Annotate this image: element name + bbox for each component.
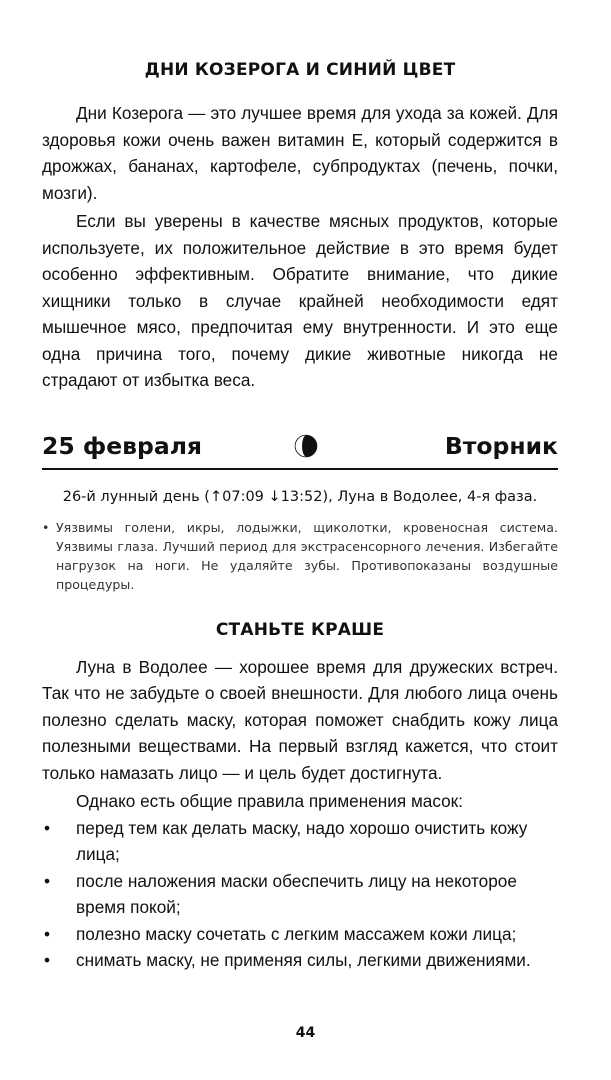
list-item <box>42 921 558 948</box>
list-item <box>42 947 558 974</box>
section-beauty-text <box>42 654 558 974</box>
list-bullet: • <box>44 923 51 944</box>
lunar-day-info: 26-й лунный день (↑07:09 ↓13:52), Луна в Водолее, 4-я фаза. <box>62 488 538 505</box>
book-page <box>42 60 558 974</box>
list-bullet: • <box>44 950 51 970</box>
rules-lead: Однако есть общие правила применения масок: <box>76 791 463 811</box>
list-item <box>42 868 558 921</box>
page-number: 44 <box>295 1025 316 1041</box>
mask-rules-list <box>42 815 558 974</box>
list-item-text: перед тем как делать маску, надо хорошо очистить кожу лица; <box>76 817 528 864</box>
list-bullet: • <box>44 817 51 838</box>
section-heading-capricorn: ДНИ КОЗЕРОГА И СИНИЙ ЦВЕТ <box>144 60 456 80</box>
day-header <box>42 430 558 462</box>
section-capricorn-text <box>42 100 558 394</box>
day-weekday: Вторник <box>444 431 558 460</box>
section-heading-beauty: СТАНЬТЕ КРАШЕ <box>215 619 385 640</box>
day-date: 25 февраля <box>42 431 202 460</box>
list-item-text: снимать маску, не применяя силы, легкими движениями. <box>76 950 531 970</box>
list-bullet: • <box>44 870 51 891</box>
health-note <box>42 518 558 594</box>
moon-phase-icon <box>294 434 318 458</box>
list-item-text: после наложения маски обеспечить лицу на некоторое время покой; <box>76 870 517 917</box>
note-bullet: • <box>42 519 50 535</box>
paragraph: Если вы уверены в качестве мясных продуктов, которые используете, их положительное действие в это время будет особенно эффективным. Обратите внимание, что дикие хищники только в случае крайней необходимости едят мышечное мясо, предпочитая ему внутренности. И это еще одна причина того, почему дикие животные никогда не страдают от избытка веса. <box>42 211 558 390</box>
health-note-text: Уязвимы голени, икры, лодыжки, щиколотки, кровеносная система. Уязвимы глаза. Лучший период для экстрасенсорного лечения. Избегайте нагрузок на ноги. Не удаляйте зубы. Противопоказаны воздушные процедуры. <box>56 519 558 592</box>
paragraph: Дни Козерога — это лучшее время для ухода за кожей. Для здоровья кожи очень важен витамин Е, который содержится в дрожжах, бананах, картофеле, субпродуктах (печень, почки, мозги). <box>42 103 558 203</box>
header-rule <box>42 468 558 470</box>
list-item-text: полезно маску сочетать с легким массажем кожи лица; <box>76 923 517 944</box>
list-item <box>42 815 558 868</box>
paragraph: Луна в Водолее — хорошее время для дружеских встреч. Так что не забудьте о своей внешности. Для любого лица очень полезно сделать маску, которая поможет снабдить кожу лица полезными веществами. На первый взгляд кажется, что стоит только намазать лицо — и цель будет достигнута. <box>42 656 558 783</box>
